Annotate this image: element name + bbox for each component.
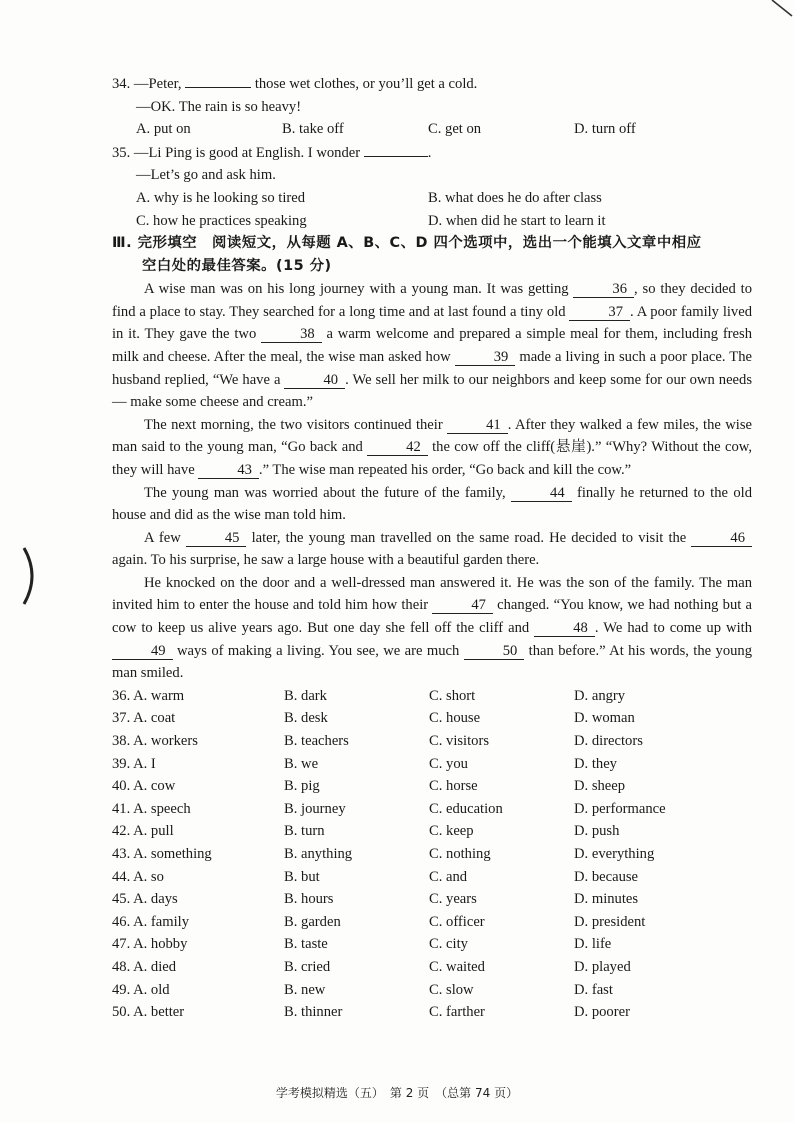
option: D. sheep: [574, 778, 626, 795]
option: D. fast: [574, 981, 613, 998]
passage-paragraph: [112, 278, 752, 414]
passage-text: than before.” At his words, the young man smiled.: [112, 642, 753, 682]
option: C. horse: [429, 778, 478, 795]
passage-text: The young man was worried about the future of the family,: [144, 484, 512, 501]
numbered-blank: 47: [432, 598, 493, 614]
option: B. journey: [284, 800, 346, 817]
options-row: [112, 685, 752, 708]
passage-paragraph: [112, 572, 752, 685]
option: C. nothing: [429, 846, 491, 862]
option: B. pig: [284, 778, 320, 795]
option: C. house: [429, 710, 481, 727]
option: D. played: [574, 958, 631, 975]
passage-text: . We sell her milk to our neighbors and keep some for our own needs — make some cheese and cream.”: [112, 371, 752, 411]
options-row: [112, 707, 752, 730]
option: 49. A. old: [112, 981, 170, 998]
option: C. how he practices speaking: [136, 212, 307, 229]
numbered-blank: 36: [573, 282, 634, 298]
option: D. life: [574, 936, 612, 953]
numbered-blank: 44: [511, 486, 572, 502]
passage-text: again. To his surprise, he saw a large house with a beautiful garden there.: [112, 552, 540, 569]
question-35: [112, 141, 752, 232]
passage-text: A wise man was on his long journey with a young man. It was getting: [144, 281, 574, 298]
option: B. garden: [284, 913, 341, 930]
option: B. anything: [284, 846, 353, 862]
question-34-reply: —OK. The rain is so heavy!: [136, 98, 302, 115]
option: D. directors: [574, 733, 643, 750]
options-row: [112, 753, 752, 776]
option: D. push: [574, 823, 620, 840]
option: 46. A. family: [112, 913, 190, 930]
section-heading-line-1: Ⅲ. 完形填空 阅读短文，从每题 A、B、C、D 四个选项中，选出一个能填入文章中相应: [112, 235, 702, 252]
option: C. get on: [428, 121, 482, 138]
options-row: [112, 798, 752, 821]
option: B. turn: [284, 823, 325, 840]
options-row: [112, 1001, 752, 1024]
passage-text: ways of making a living. You see, we are much: [172, 642, 464, 659]
question-35-options-row-2: [112, 210, 752, 233]
passage-text: the cow off the cliff(悬崖).” “Why? Without the cow, they will have: [112, 439, 752, 478]
option: 43. A. something: [112, 846, 212, 862]
option: C. visitors: [429, 733, 490, 750]
option: D. woman: [574, 710, 635, 727]
passage-text: . We had to come up with: [594, 620, 752, 637]
option: B. teachers: [284, 733, 349, 750]
option: C. city: [429, 936, 468, 953]
option: D. minutes: [574, 891, 639, 908]
option: D. they: [574, 755, 617, 772]
passage-text: , so they decided to find a place to stay. They searched for a long time and at last found a tiny old: [112, 281, 752, 320]
numbered-blank: 40: [284, 373, 345, 389]
option: A. why is he looking so tired: [136, 189, 306, 206]
option: B. but: [284, 868, 320, 885]
section-heading-line-2: 空白处的最佳答案。(15 分): [142, 258, 332, 275]
question-34-options: [112, 118, 752, 141]
passage-paragraph: [112, 414, 752, 482]
option: A. put on: [136, 121, 191, 138]
question-35-prompt: 35. —Li Ping is good at English. I wonder .: [112, 141, 752, 165]
passage-text: changed. “You know, we had nothing but a cow to keep us alive years ago. But one day she fell off the cliff and: [112, 597, 752, 637]
option: D. turn off: [574, 121, 636, 138]
numbered-blank: 41: [447, 418, 508, 434]
numbered-blank: 43: [198, 463, 259, 479]
option: D. poorer: [574, 1004, 630, 1021]
option: C. slow: [429, 981, 474, 998]
options-row: [112, 843, 752, 866]
numbered-blank: 42: [367, 440, 428, 456]
numbered-blank: 50: [464, 644, 525, 660]
option: B. desk: [284, 710, 328, 727]
binding-bracket-icon: [18, 546, 40, 606]
numbered-blank: 45: [186, 531, 247, 547]
option: 37. A. coat: [112, 710, 176, 727]
exam-page: [112, 72, 752, 1024]
option: B. dark: [284, 687, 327, 704]
numbered-blank: 38: [261, 327, 322, 343]
page-footer: 学考模拟精选（五） 第 2 页 （总第 74 页）: [275, 1086, 519, 1100]
passage-text: later, the young man travelled on the same road. He decided to visit the: [246, 529, 692, 546]
option: B. we: [284, 755, 319, 772]
option: 47. A. hobby: [112, 936, 188, 953]
answer-blank: [364, 141, 428, 157]
option: D. when did he start to learn it: [428, 212, 606, 229]
passage-text: He knocked on the door and a well-dressed man answered it. He was the son of the family. The man invited him to enter the house and told him how their: [112, 574, 752, 614]
passage-text: a warm welcome and prepared a simple meal for them, including fresh milk and cheese. After the meal, the wise man asked how: [112, 326, 752, 365]
passage-paragraph: [112, 482, 752, 527]
section-heading: [112, 232, 752, 278]
question-34-prompt: 34. —Peter, those wet clothes, or you’ll get a cold.: [112, 72, 752, 96]
option: 45. A. days: [112, 891, 178, 908]
option: B. thinner: [284, 1004, 343, 1021]
options-row: [112, 820, 752, 843]
answer-blank: [185, 72, 251, 88]
passage-text: The next morning, the two visitors continued their: [144, 416, 448, 433]
option: D. everything: [574, 846, 655, 862]
passage-text: . A poor family lived in it. They gave the two: [112, 303, 752, 343]
option: C. you: [429, 755, 468, 772]
passage-text: made a living in such a poor place. The husband replied, “We have a: [112, 348, 752, 388]
passage-text: A few: [144, 529, 186, 546]
passage-text: . After they walked a few miles, the wise man said to the young man, “Go back and: [112, 416, 752, 456]
answer-options-grid: [112, 685, 752, 1024]
options-row: [112, 888, 752, 911]
numbered-blank: 37: [569, 305, 630, 321]
option: 40. A. cow: [112, 778, 176, 795]
options-row: [112, 979, 752, 1002]
option: C. keep: [429, 823, 474, 840]
passage-paragraph: [112, 527, 752, 572]
passage-text: .” The wise man repeated his order, “Go back and kill the cow.”: [258, 461, 632, 478]
option: C. farther: [429, 1004, 485, 1021]
options-row: [112, 933, 752, 956]
question-35-options-row-1: [112, 187, 752, 210]
option: D. president: [574, 913, 646, 930]
option: B. taste: [284, 936, 328, 953]
options-row: [112, 730, 752, 753]
option: 36. A. warm: [112, 687, 185, 704]
options-row: [112, 911, 752, 934]
numbered-blank: 46: [691, 531, 752, 547]
option: C. years: [429, 891, 477, 908]
option: C. and: [429, 868, 468, 885]
option: C. waited: [429, 958, 485, 975]
option: D. performance: [574, 800, 666, 817]
option: 50. A. better: [112, 1004, 185, 1021]
option: C. education: [429, 800, 503, 817]
corner-mark-icon: [758, 0, 794, 18]
option: 48. A. died: [112, 958, 177, 975]
cloze-passage: [112, 278, 752, 685]
options-row: [112, 866, 752, 889]
option: B. hours: [284, 891, 334, 908]
option: B. cried: [284, 958, 331, 975]
option: C. short: [429, 687, 476, 704]
option: C. officer: [429, 913, 485, 930]
numbered-blank: 39: [455, 350, 516, 366]
numbered-blank: 49: [112, 644, 173, 660]
question-35-reply: —Let’s go and ask him.: [136, 167, 276, 184]
option: D. angry: [574, 687, 626, 704]
options-row: [112, 775, 752, 798]
option: B. new: [284, 981, 326, 998]
option: 42. A. pull: [112, 823, 174, 840]
option: B. take off: [282, 121, 344, 138]
passage-text: finally he returned to the old house and did as the wise man told him.: [112, 484, 752, 524]
option: 38. A. workers: [112, 733, 198, 750]
option: B. what does he do after class: [428, 189, 602, 206]
option: D. because: [574, 868, 639, 885]
options-row: [112, 956, 752, 979]
option: 41. A. speech: [112, 800, 191, 817]
question-34: [112, 72, 752, 141]
numbered-blank: 48: [534, 621, 595, 637]
option: 44. A. so: [112, 868, 164, 885]
option: 39. A. I: [112, 755, 156, 772]
